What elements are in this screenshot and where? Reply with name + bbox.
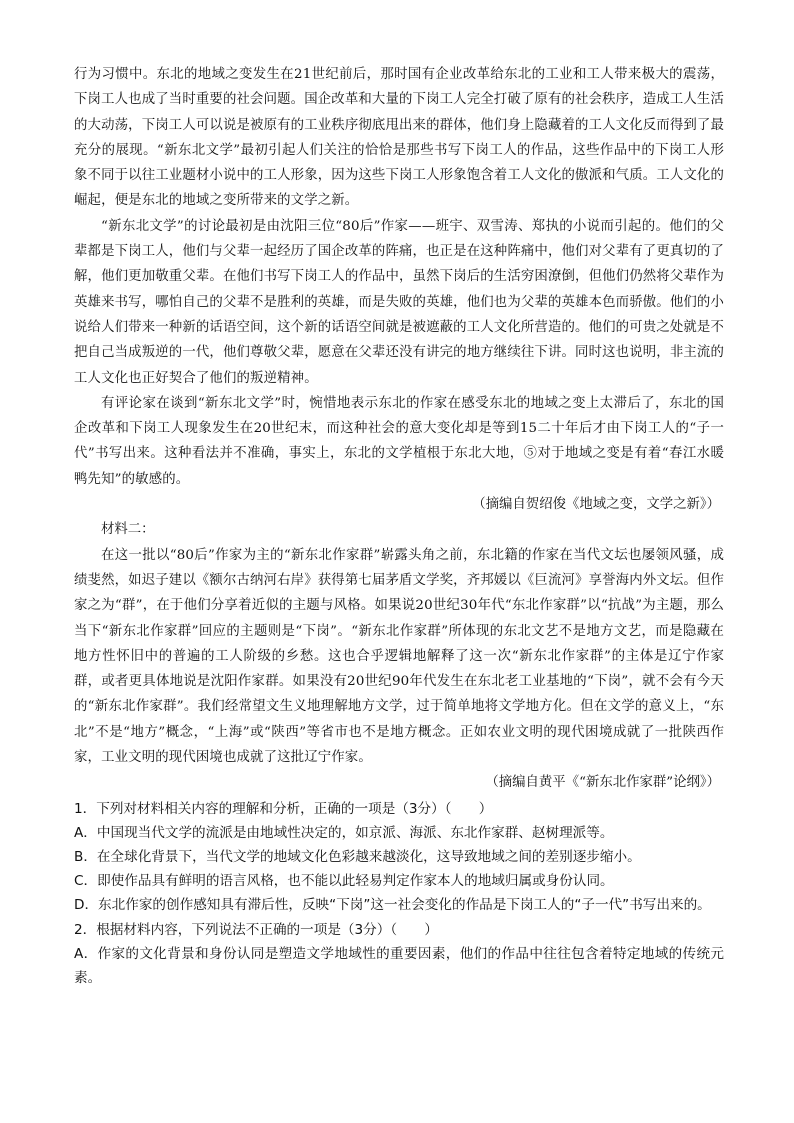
material2-paragraph-1: 在这一批以“80后”作家为主的“新东北作家群”崭露头角之前，东北籍的作家在当代文坛也屡领风骚，成绩斐然，如迟子建以《额尔古纳河右岸》获得第七届茅盾文学奖，齐邦媛以《巨流河》享誉海内外文坛。但作家之为“群”，在于他们分享着近似的主题与风格。如果说20世纪30年代“东北作家群”以“抗战”为主题，那么当下“新东北作家群”回应的主题则是“下岗”。“新东北作家群”所体现的东北文艺不是地方文艺，而是隐藏在地方性怀旧中的普遍的工人阶级的乡愁。这也合乎逻辑地解释了这一次“新东北作家群”的主体是辽宁作家群，或者更具体地说是沈阳作家群。如果没有20世纪90年代发生在东北老工业基地的“下岗”，就不会有今天的“新东北作家群”。我们经常望文生义地理解地方文学，过于简单地将文学地方化。但在文学的意义上，“东北”不是“地方”概念，“上海”或“陕西”等省市也不是地方概念。正如农业文明的现代困境成就了一批陕西作家，工业文明的现代困境也成就了这批辽宁作家。: [74, 547, 724, 766]
question-1-option-b[interactable]: B．在全球化背景下，当代文学的地域文化色彩越来越淡化，这导致地域之间的差别逐步缩小。: [74, 848, 641, 865]
question-2-stem: 2．根据材料内容，下列说法不正确的一项是（3分）（ ）: [74, 921, 438, 938]
question-1-stem: 1．下列对材料相关内容的理解和分析，正确的一项是（3分）（ ）: [74, 800, 493, 817]
material1-paragraph-3: 有评论家在谈到“新东北文学”时，惋惜地表示东北的作家在感受东北的地域之变上太滞后了，东北的国企改革和下岗工人现象发生在20世纪末，而这种社会的意大变化却是等到15二十年后才由下岗工人的“子一代”书写出来。这种看法并不准确，事实上，东北的文学植根于东北大地，⑤对于地域之变是有着“春江水暖鸭先知”的敏感的。: [74, 395, 724, 487]
question-1-option-a[interactable]: A．中国现当代文学的流派是由地域性决定的，如京派、海派、东北作家群、赵树理派等。: [74, 824, 614, 841]
question-1-option-d[interactable]: D．东北作家的创作感知具有滞后性，反映“下岗”这一社会变化的作品是下岗工人的“子一代”书写出来的。: [74, 896, 711, 913]
material2-heading: 材料二：: [101, 522, 155, 538]
material1-source: （摘编自贺绍俊《地域之变，文学之新》）: [472, 497, 720, 513]
question-1: [74, 797, 724, 917]
question-2: [74, 918, 724, 990]
question-2-option-a[interactable]: A．作家的文化背景和身份认同是塑造文学地域性的重要因素，他们的作品中往往包含着特定地域的传统元素。: [74, 945, 724, 986]
material1-paragraph-2: “新东北文学”的讨论最初是由沈阳三位“80后”作家——班宇、双雪涛、郑执的小说而引起的。他们的父辈都是下岗工人，他们与父辈一起经历了国企改革的阵痛，也正是在这种阵痛中，他们对父辈有了更真切的了解，他们更加敬重父辈。在他们书写下岗工人的作品中，虽然下岗后的生活穷困潦倒，但他们仍然将父辈作为英雄来书写，哪怕自己的父辈不是胜利的英雄，而是失败的英雄，他们也为父辈的英雄本色而骄傲。他们的小说给人们带来一种新的话语空间，这个新的话语空间就是被遮蔽的工人文化所营造的。他们的可贵之处就是不把自己当成叛逆的一代，他们尊敬父辈，愿意在父辈还没有讲完的地方继续往下讲。同时这也说明，非主流的工人文化也正好契合了他们的叛逆精神。: [74, 218, 724, 386]
document-content: [74, 62, 724, 990]
material1-paragraph-1: 行为习惯中。东北的地域之变发生在21世纪前后，那时国有企业改革给东北的工业和工人带来极大的震荡，下岗工人也成了当时重要的社会问题。国企改革和大量的下岗工人完全打破了原有的社会秩序，造成工人生活的大动荡，下岗工人可以说是被原有的工业秩序彻底甩出来的群体，他们身上隐藏着的工人文化反而得到了最充分的展现。“新东北文学”最初引起人们关注的恰恰是那些书写下岗工人的作品，这些作品中的下岗工人形象不同于以往工业题材小说中的工人形象，因为这些下岗工人形象饱含着工人文化的傲派和气质。工人文化的崛起，便是东北的地域之变所带来的文学之新。: [74, 67, 724, 209]
material2-source: （摘编自黄平《“新东北作家群”论纲》）: [485, 775, 720, 791]
question-1-option-c[interactable]: C．即使作品具有鲜明的语言风格，也不能以此轻易判定作家本人的地域归属或身份认同。: [74, 872, 614, 889]
